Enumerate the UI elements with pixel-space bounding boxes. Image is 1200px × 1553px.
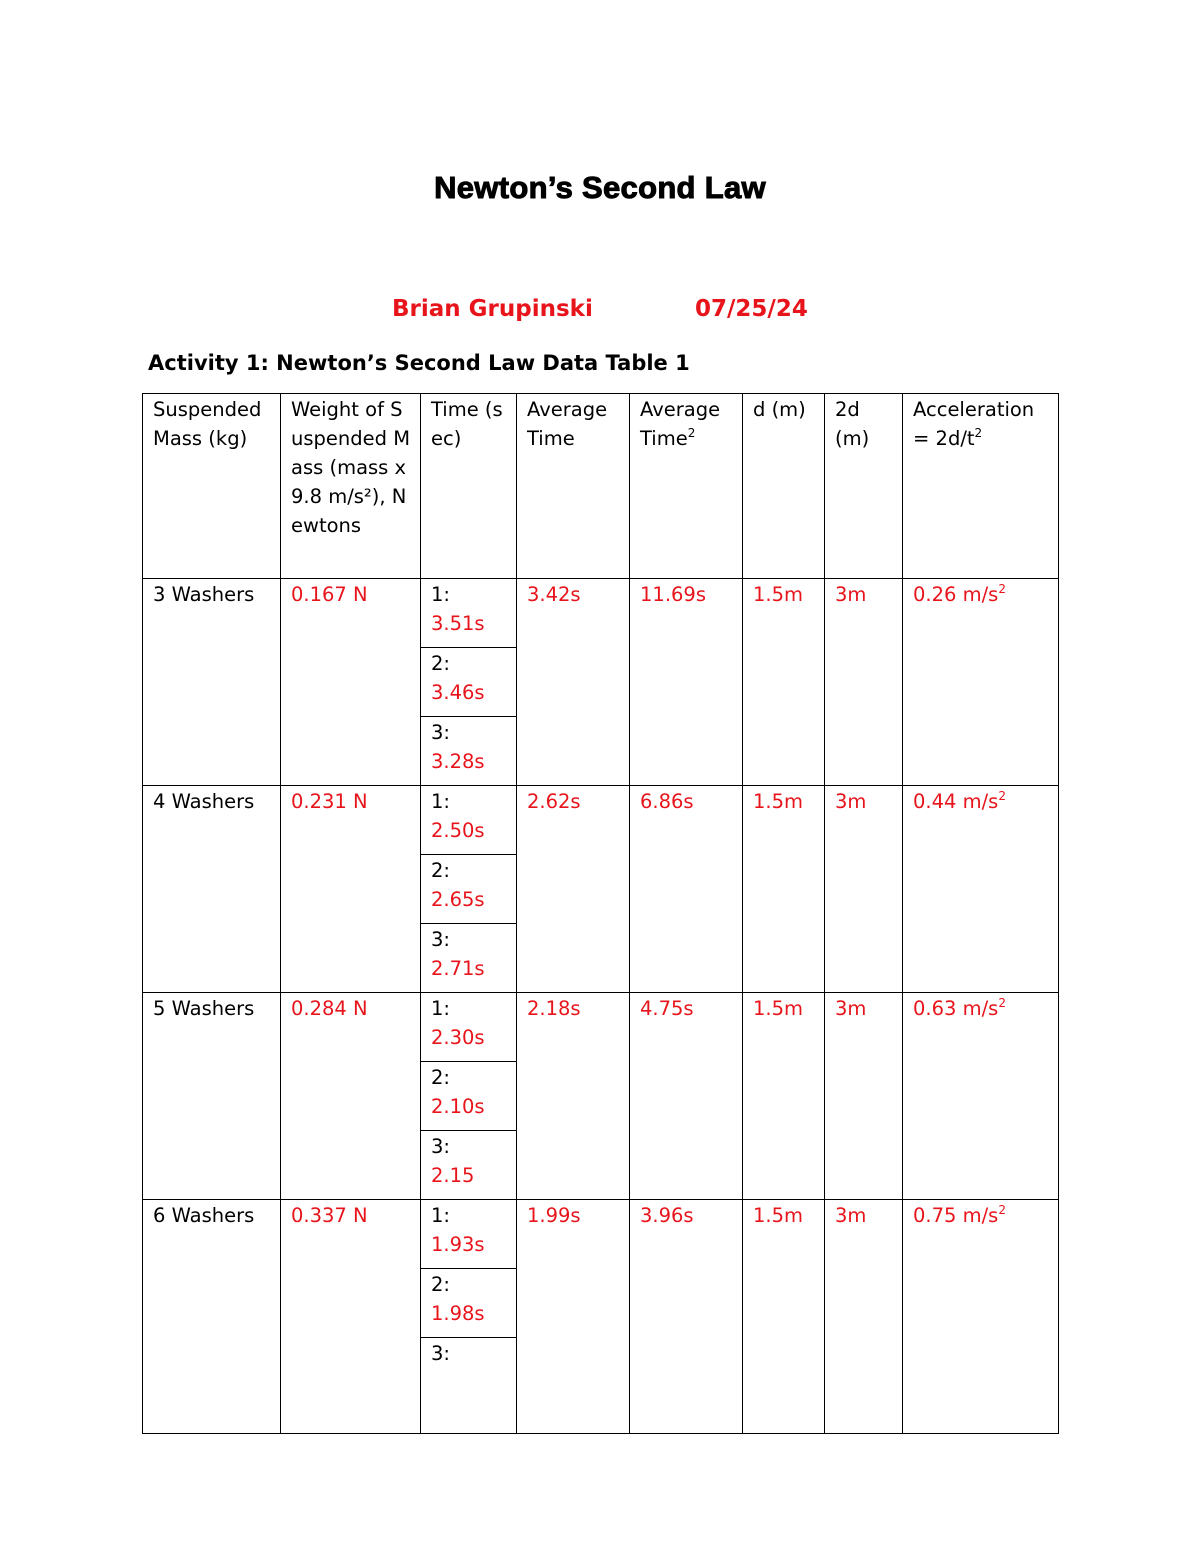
trial-time: 2.15 [431, 1164, 475, 1187]
trial-number: 3: [431, 1135, 450, 1158]
average-time-squared-cell: 11.69s [630, 579, 743, 786]
header-mass: Suspended Mass (kg) [143, 394, 281, 579]
table-row [143, 993, 1059, 1062]
document-date: 07/25/24 [695, 296, 808, 322]
trial-time: 2.30s [431, 1026, 485, 1049]
header-average-time-squared-label: Average Time [640, 398, 721, 450]
activity-heading: Activity 1: Newton’s Second Law Data Table 1 [148, 351, 690, 375]
table-row [143, 1200, 1059, 1269]
mass-cell: 4 Washers [143, 786, 281, 993]
2d-cell: 3m [825, 1200, 903, 1434]
time-trial-cell [421, 648, 517, 717]
trial-number: 1: [431, 583, 450, 606]
average-time-squared-cell: 4.75s [630, 993, 743, 1200]
trial-number: 2: [431, 652, 450, 675]
trial-time: 2.50s [431, 819, 485, 842]
acceleration-exponent: 2 [998, 996, 1006, 1010]
average-time-squared-cell: 6.86s [630, 786, 743, 993]
trial-number: 1: [431, 790, 450, 813]
2d-cell: 3m [825, 786, 903, 993]
time-trial-cell [421, 786, 517, 855]
mass-cell: 6 Washers [143, 1200, 281, 1434]
d-cell: 1.5m [743, 1200, 825, 1434]
trial-time: 3.51s [431, 612, 485, 635]
d-cell: 1.5m [743, 993, 825, 1200]
acceleration-exponent: 2 [998, 1203, 1006, 1217]
acceleration-value: 0.63 m/s [913, 997, 999, 1020]
trial-time: 1.93s [431, 1233, 485, 1256]
2d-cell: 3m [825, 579, 903, 786]
average-time-cell: 2.18s [517, 993, 630, 1200]
acceleration-exponent: 2 [998, 789, 1006, 803]
time-trial-cell [421, 1062, 517, 1131]
trial-number: 2: [431, 859, 450, 882]
header-average-time-squared [630, 394, 743, 579]
header-acceleration-label: Acceleration = 2d/t [913, 398, 1035, 450]
header-weight: Weight of Suspended Mass (mass x 9.8 m/s²), Newtons [281, 394, 421, 579]
time-trial-cell [421, 717, 517, 786]
average-time-cell: 1.99s [517, 1200, 630, 1434]
d-cell: 1.5m [743, 786, 825, 993]
time-trial-cell [421, 1200, 517, 1269]
time-trial-cell [421, 993, 517, 1062]
average-time-cell: 3.42s [517, 579, 630, 786]
acceleration-cell [903, 786, 1059, 993]
trial-number: 3: [431, 928, 450, 951]
weight-cell: 0.284 N [281, 993, 421, 1200]
time-trial-cell [421, 579, 517, 648]
header-acceleration-exponent: 2 [974, 426, 983, 440]
acceleration-exponent: 2 [998, 582, 1006, 596]
trial-number: 1: [431, 1204, 450, 1227]
weight-cell: 0.167 N [281, 579, 421, 786]
weight-cell: 0.337 N [281, 1200, 421, 1434]
mass-cell: 3 Washers [143, 579, 281, 786]
acceleration-cell [903, 1200, 1059, 1434]
time-trial-cell [421, 855, 517, 924]
weight-cell: 0.231 N [281, 786, 421, 993]
time-trial-cell [421, 1131, 517, 1200]
header-average-time: Average Time [517, 394, 630, 579]
2d-cell: 3m [825, 993, 903, 1200]
trial-number: 3: [431, 721, 450, 744]
acceleration-cell [903, 579, 1059, 786]
header-average-time-squared-exponent: 2 [687, 426, 696, 440]
header-d: d (m) [743, 394, 825, 579]
time-trial-cell [421, 1338, 517, 1434]
trial-time: 2.65s [431, 888, 485, 911]
data-table [142, 393, 1059, 1434]
acceleration-cell [903, 993, 1059, 1200]
trial-time: 3.46s [431, 681, 485, 704]
table-row [143, 786, 1059, 855]
time-trial-cell [421, 1269, 517, 1338]
trial-number: 2: [431, 1273, 450, 1296]
average-time-cell: 2.62s [517, 786, 630, 993]
header-2d: 2d (m) [825, 394, 903, 579]
trial-time: 3.28s [431, 750, 485, 773]
author-name: Brian Grupinski [392, 296, 593, 322]
mass-cell: 5 Washers [143, 993, 281, 1200]
acceleration-value: 0.75 m/s [913, 1204, 999, 1227]
header-acceleration [903, 394, 1059, 579]
average-time-squared-cell: 3.96s [630, 1200, 743, 1434]
trial-time: 2.10s [431, 1095, 485, 1118]
trial-number: 3: [431, 1342, 450, 1365]
d-cell: 1.5m [743, 579, 825, 786]
acceleration-value: 0.44 m/s [913, 790, 999, 813]
trial-time: 1.98s [431, 1302, 485, 1325]
trial-time: 2.71s [431, 957, 485, 980]
header-time: Time (sec) [421, 394, 517, 579]
trial-number: 1: [431, 997, 450, 1020]
document-title: Newton’s Second Law [434, 170, 766, 205]
acceleration-value: 0.26 m/s [913, 583, 999, 606]
header-row [143, 394, 1059, 579]
table-row [143, 579, 1059, 648]
trial-number: 2: [431, 1066, 450, 1089]
time-trial-cell [421, 924, 517, 993]
